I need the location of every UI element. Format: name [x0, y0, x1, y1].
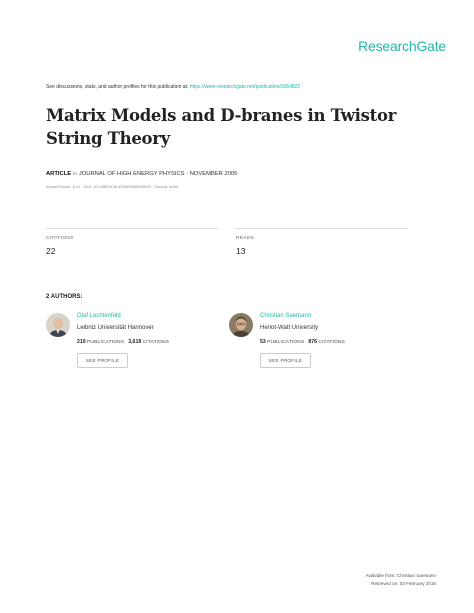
meta-in: in: [72, 171, 78, 177]
reads-stat: [236, 228, 408, 256]
author-name[interactable]: Olaf Lechtenfeld: [77, 313, 121, 319]
citations-label: CITATIONS: [46, 236, 74, 241]
author-citations-label: CITATIONS: [142, 340, 170, 345]
reads-count: 13: [236, 246, 246, 256]
citations-count: 22: [46, 246, 56, 256]
article-kind: ARTICLE: [46, 171, 72, 177]
author-counts: [260, 339, 420, 345]
see-profile-button[interactable]: SEE PROFILE: [77, 353, 128, 368]
person-photo-icon[interactable]: [229, 313, 253, 337]
retrieved-on: Retrieved on: 03 February 2016: [371, 580, 436, 586]
publications-count: 210: [77, 339, 86, 345]
author-citations-count: 876: [308, 339, 318, 345]
discussion-line: [46, 84, 446, 90]
impact-line: Impact Factor: 6.11 · DOI: 10.1088/1126-6708/2006/03/002 · Source: arXiv: [46, 184, 179, 189]
author-counts: [77, 339, 237, 345]
author-institution[interactable]: Heriot-Watt University: [260, 325, 319, 331]
person-photo-icon[interactable]: [46, 313, 70, 337]
availability-footer: [365, 572, 436, 587]
author-citations-label: CITATIONS: [318, 340, 346, 345]
authors-heading: 2 AUTHORS:: [46, 294, 83, 300]
citations-stat: [46, 228, 218, 256]
author-institution[interactable]: Leibniz Universität Hannover: [77, 325, 154, 331]
publications-label: PUBLICATIONS: [87, 340, 125, 345]
publications-count: 53: [260, 339, 266, 345]
reads-label: READS: [236, 236, 255, 241]
available-from: Available from: Christian Saemann: [365, 573, 436, 578]
author-citations-count: 3,618: [128, 339, 142, 345]
publication-link[interactable]: https://www.researchgate.net/publication/2064822: [189, 84, 301, 90]
paper-title: Matrix Models and D-branes in Twistor String Theory: [46, 106, 397, 148]
publications-label: PUBLICATIONS: [267, 340, 305, 345]
publication-meta: [46, 171, 237, 177]
discussion-text: See discussions, stats, and author profiles for this publication at:: [46, 84, 189, 90]
researchgate-logo[interactable]: ResearchGate: [358, 38, 446, 54]
author-name[interactable]: Christian Saemann: [260, 313, 312, 319]
see-profile-button[interactable]: SEE PROFILE: [260, 353, 311, 368]
journal-name: JOURNAL OF HIGH ENERGY PHYSICS · NOVEMBER 2005: [78, 171, 238, 177]
